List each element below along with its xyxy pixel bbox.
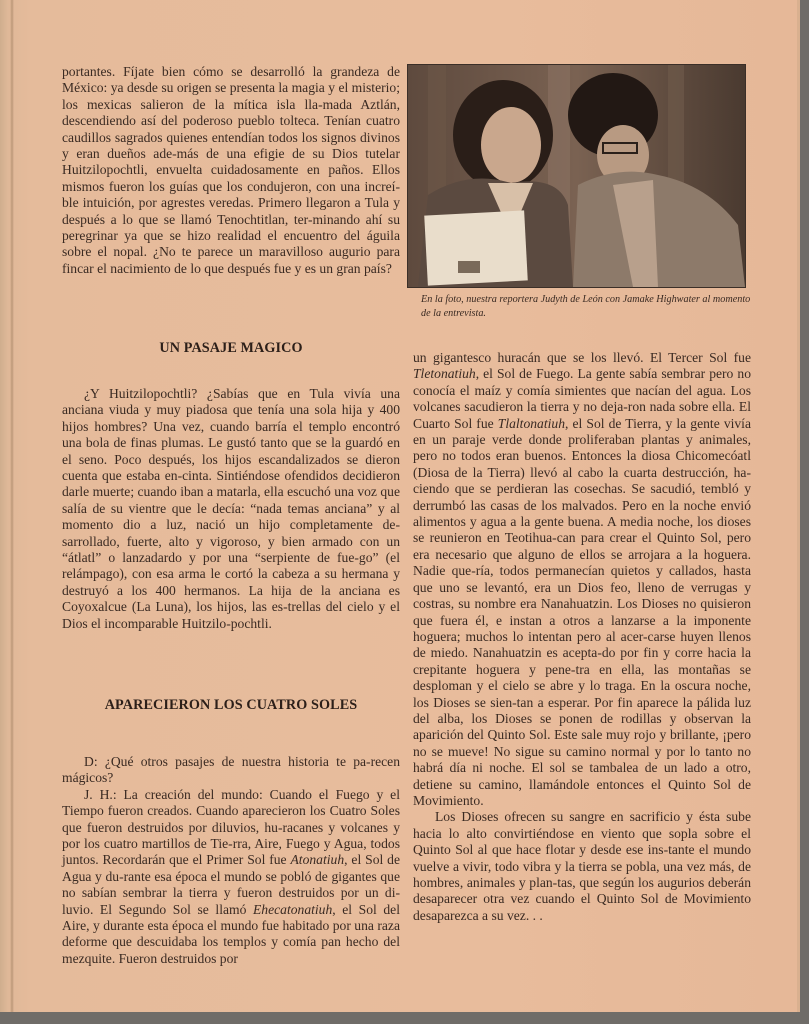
- right-text: , el Sol de Tierra, y la gente vivía en un paraje verde donde proliferaban plantas y animales, pero no todos eran buenos. Entonces la diosa Chicomecóatl (Diosa de la Tierra) llevó al cabo la cuarta destrucción, ha-ciendo que se perdieran las cosechas. Se sacudió, tembló y derrumbó las casas de los malvados. Pero en la noche envió alimentos y agua a la gente buena. A media noche, los dioses se reunieron en Teotihua-can para crear el Quinto Sol, pero era necesario que alguno de ellos se arrojara a la hoguera. Nadie que-ría, todos permanecían quietos y callados, hasta que uno se levantó, era un Dios feo, lleno de verrugas y costras, su nombre era Nanahuatzin. Los Dioses no quisieron que fuera él, e instan a otros a lanzarse a la imponente hoguera; muchos lo intentan pero al acer-carse huyen llenos de miedo. Nanahuatzin es acepta-do por fin y corre hacia la crepitante hoguera y pene-tra en ella, las montañas se desploman y el cielo se abre y lo traga. En la oscura noche, los Dioses se sien-tan a esperar. Por fin aparece la pálida luz del alba, los Dioses se ponen de rodillas y observan la aparición del Quinto Sol. Este sale muy rojo y brillante, ¡pero no se mueve! No sigue su camino normal y por lo tanto no habrá día ni noche. El sol se tambalea de un lado a otro, detiene su camino, llamándole entonces el Quinto Sol de Movimiento.: [413, 415, 751, 808]
- right-paragraph-1: [413, 350, 751, 809]
- section1-paragraph: ¿Y Huitzilopochtli? ¿Sabías que en Tula vivía una anciana viuda y muy piadosa que tenía una sola hija y 400 hijos hombres? Una vez, cuando barría el templo encontró una bola de finas plumas. Le gustó tanto que se la guardó en el seno. Poco después, los hijos escandalizados se dieron cuenta que estaba en-cinta. Sintiéndose ofendidos decidieron darle muerte; cuando iban a matarla, ella escuchó una voz que salía de su vientre que le decía: “nada temas anciana” y al momento dio a luz, nació un hijo completamente de-sarrollado, fuerte, alto y vigoroso, y bien armado con un “átlatl” o lanzadardo y por una “serpiente de fue-go” (el relámpago), con esa arma le cortó la cabeza a su hermana y destruyó a los 400 hermanos. La hija de la anciana es Coyoxalcue (La Luna), los hijos, las es-trellas del cielo y el Dios el incomparable Huitzilo-pochtli.: [62, 386, 400, 631]
- section-heading-pasaje-magico: UN PASAJE MAGICO: [159, 340, 303, 356]
- papers: [424, 210, 528, 285]
- answer-text: J. H.: La creación del mundo: Cuando el Fuego y el Tiempo fueron creados. Cuando aparecieron los Cuatro Soles que fueron destruidos por diluvios, hu-racanes y volcanes y por los cuatro martillos de Tie-rra, Aire, Fuego y Agua, todos juntos. Recordarán que el Primer Sol fue: [62, 786, 400, 868]
- intro-paragraph: portantes. Fíjate bien cómo se desarrolló la grandeza de México: ya desde su origen se presenta la magia y el misterio; los mexicas salieron de la mítica isla lla-mada Aztlán, descendiendo así del poderoso pueblo tolteca. Tenían cuatro caudillos sagrados quienes entendían todos los signos divinos y eran dueños ade-más de una efigie de su Dios tutelar Huitzilopochtli, envuelta cuidadosamente en paños. Ellos mismos fueron los guías que los condujeron, con una increí-ble intuición, por agrestes veredas. Primero llegaron a Tula y después a lo que se llamó Tenochtitlan, ter-minando ahí su peregrinar ya que se hizo realidad el encuentro del águila sobre el nopal. ¿No te parece un maravilloso augurio para fincar el nacimiento de lo que después fue y es un gran país?: [62, 64, 400, 276]
- section2-block: [62, 754, 400, 967]
- interview-question: D: ¿Qué otros pasajes de nuestra historia te pa-recen mágicos?: [62, 754, 400, 786]
- answer-term-ehecatonatiuh: Ehecatonatiuh: [252, 901, 333, 917]
- right-paragraph-2: Los Dioses ofrecen su sangre en sacrificio y ésta sube hacia lo alto convirtiéndose en viento que sopla sobre el Quinto Sol al que hace flotar y desde ese ins-tante el mundo vuelve a vivir, todo vibra y la tierra se pobla, una vez más, de hombres, animales y plan-tas, que según los augurios deberán desaparecer otra vez cuando el Quinto Sol de Movimiento desaparezca a su vez. . .: [413, 809, 751, 923]
- term-tletonatiuh: Tletonatiuh: [413, 366, 476, 382]
- section1-block: [62, 386, 400, 632]
- page-crease: [10, 0, 14, 1012]
- photo-illustration: [408, 65, 745, 287]
- answer-text: , el Sol del Aire, y durante esta época el mundo fue habitado por una raza deforme que descuidaba los templos y comía pan hecho del mezquite. Fueron destruidos por: [62, 901, 400, 966]
- right-text: , el Sol de Fuego. La gente sabía sembrar pero no conocía el maíz y comía simientes que nacían del agua. Los volcanes sacudieron la tierra y no deja-ron nada sobre ella. El Cuarto Sol fue: [413, 366, 751, 431]
- woman-face: [481, 107, 541, 183]
- photo-caption: En la foto, nuestra reportera Judyth de León con Jamake Highwater al momento de la entrevista.: [421, 294, 751, 319]
- answer-text: , el Sol de Agua y du-rante esa época el mundo se pobló de gigantes que no sabían sembrar la tierra y fueron destruidos por un di-luvio. El Segundo Sol se llamó: [62, 852, 400, 917]
- interview-photo: [407, 64, 746, 288]
- term-tlaltonatiuh: Tlaltonatiuh: [497, 415, 565, 431]
- answer-term-atonatiuh: Atonatiuh: [290, 852, 345, 868]
- section-heading-cuatro-soles: APARECIERON LOS CUATRO SOLES: [104, 697, 358, 713]
- right-text: un gigantesco huracán que se los llevó. El Tercer Sol fue: [413, 350, 751, 365]
- right-column-block: [413, 350, 751, 924]
- intro-block: [62, 64, 400, 277]
- interview-answer: [62, 787, 400, 967]
